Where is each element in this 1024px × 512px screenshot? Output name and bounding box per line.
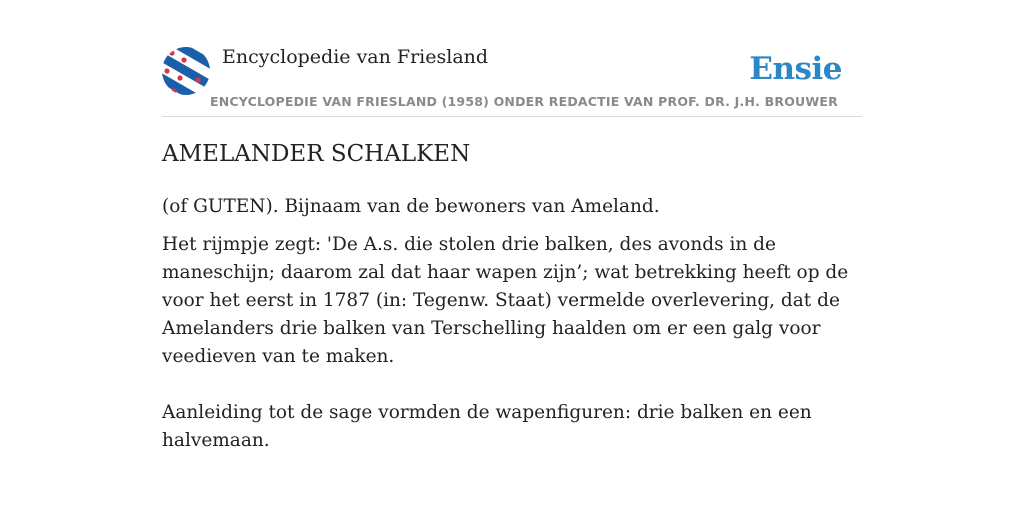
entry-paragraph-1: Het rijmpje zegt: 'De A.s. die stolen drie balken, des avonds in de maneschijn; daarom zal dat haar wapen zijn’; wat betrekking heeft op de voor het eerst in 1787 (in: Tegenw. Staat) vermelde overlevering, dat de Amelanders drie balken van Terschelling haalden om er een galg voor veedieven van te maken. bbox=[162, 234, 849, 367]
site-title[interactable]: Encyclopedie van Friesland bbox=[222, 46, 489, 68]
entry-content bbox=[162, 193, 862, 465]
article-page bbox=[162, 0, 862, 512]
frisian-flag-logo-icon[interactable] bbox=[162, 47, 210, 95]
ensie-brand-link[interactable]: Ensie bbox=[749, 51, 842, 87]
site-header bbox=[162, 0, 862, 117]
entry-paragraph-2: Aanleiding tot de sage vormden de wapenfiguren: drie balken en een halvemaan. bbox=[162, 402, 812, 451]
entry-lead: (of GUTEN). Bijnaam van de bewoners van Ameland. bbox=[162, 196, 660, 217]
entry-title: AMELANDER SCHALKEN bbox=[162, 141, 471, 167]
encyclopedia-subtitle: ENCYCLOPEDIE VAN FRIESLAND (1958) ONDER REDACTIE VAN PROF. DR. J.H. BROUWER bbox=[210, 94, 838, 109]
